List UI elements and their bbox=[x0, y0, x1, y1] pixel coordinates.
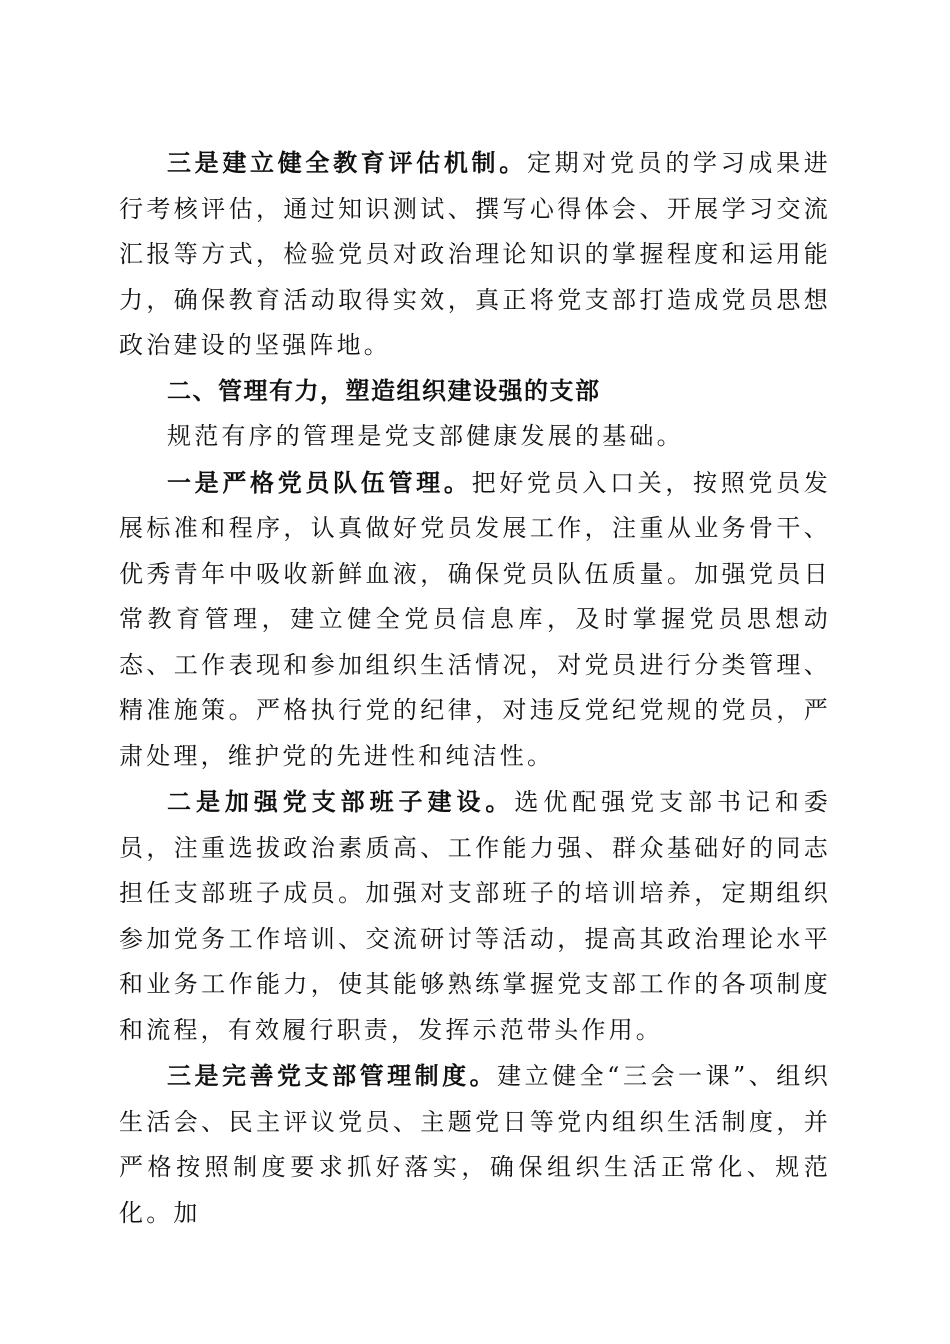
paragraph-text: 定期对党员的学习成果进行考核评估，通过知识测试、撰写心得体会、开展学习交流汇报等方式，检验党员对政治理论知识的掌握程度和运用能力，确保教育活动取得实效，真正将党支部打造成党员思想政治建设的坚强阵地。 bbox=[119, 149, 832, 359]
paragraph-lead: 三是完善党支部管理制度。 bbox=[167, 1061, 498, 1090]
paragraph-management-system bbox=[119, 1053, 831, 1236]
document-body bbox=[119, 140, 831, 1236]
paragraph-lead: 二是加强党支部班子建设。 bbox=[167, 787, 515, 816]
paragraph-education-evaluation bbox=[119, 140, 831, 369]
paragraph-text: 把好党员入口关，按照党员发展标准和程序，认真做好党员发展工作，注重从业务骨干、优秀青年中吸收新鲜血液，确保党员队伍质量。加强党员日常教育管理，建立健全党员信息库，及时掌握党员思想动态、工作表现和参加组织生活情况，对党员进行分类管理、精准施策。严格执行党的纪律，对违反党纪党规的党员，严肃处理，维护党的先进性和纯洁性。 bbox=[119, 468, 831, 770]
section-heading: 二、管理有力，塑造组织建设强的支部 bbox=[167, 376, 601, 405]
paragraph-lead: 一是严格党员队伍管理。 bbox=[167, 467, 472, 497]
paragraph-text: 选优配强党支部书记和委员，注重选拔政治素质高、工作能力强、群众基础好的同志担任支部班子成员。加强对支部班子的培训培养，定期组织参加党务工作培训、交流研讨等活动，提高其政治理论水平和业务工作能力，使其能够熟练掌握党支部工作的各项制度和流程，有效履行职责，发挥示范带头作用。 bbox=[119, 788, 831, 1044]
paragraph-lead: 三是建立健全教育评估机制。 bbox=[167, 148, 527, 177]
paragraph-text: 建立健全“三会一课”、组织生活会、民主评议党员、主题党日等党内组织生活制度，并严格按照制度要求抓好落实，确保组织生活正常化、规范化。加 bbox=[119, 1062, 832, 1227]
paragraph-team-building bbox=[119, 779, 831, 1053]
paragraph-member-management bbox=[119, 460, 831, 780]
section-intro: 规范有序的管理是党支部健康发展的基础。 bbox=[167, 422, 684, 450]
